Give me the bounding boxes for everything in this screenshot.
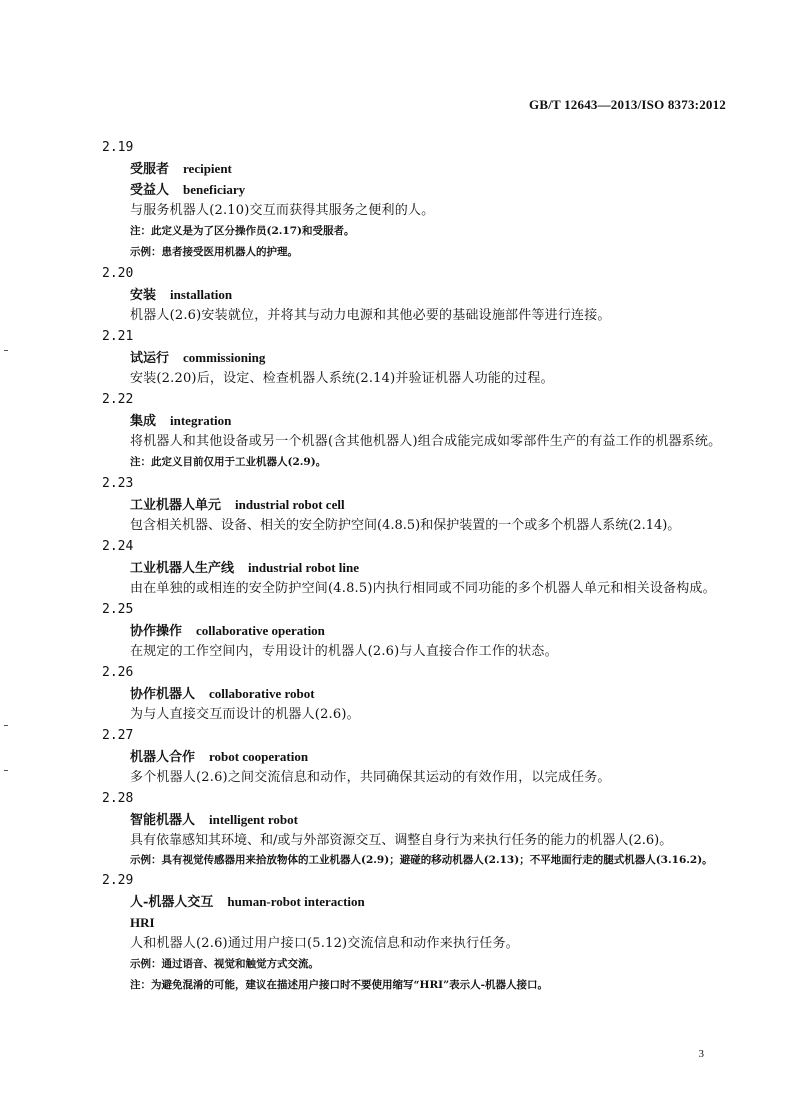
term-en: collaborative robot <box>209 686 315 701</box>
term-line <box>102 494 726 515</box>
entry <box>102 870 726 996</box>
term-en: installation <box>170 287 233 302</box>
entry <box>102 536 726 599</box>
term-en: beneficiary <box>183 182 246 197</box>
term-line <box>102 620 726 641</box>
example: 示例：患者接受医用机器人的护理。 <box>130 246 298 258</box>
page-number: 3 <box>698 1048 704 1060</box>
page-header: GB/T 12643—2013/ISO 8373:2012 <box>529 97 726 112</box>
definition: 人和机器人(2.6)通过用户接口(5.12)交流信息和动作来执行任务。 <box>130 936 519 951</box>
definition: 多个机器人(2.6)之间交流信息和动作，共同确保其运动的有效作用，以完成任务。 <box>130 770 611 785</box>
margin-mark <box>4 725 8 726</box>
entry-number: 2.22 <box>102 392 134 407</box>
definition: 为与人直接交互而设计的机器人(2.6)。 <box>130 707 360 722</box>
entry-number: 2.29 <box>102 873 134 888</box>
entry <box>102 263 726 326</box>
term-line <box>102 158 726 179</box>
term-en: integration <box>170 413 232 428</box>
entry-number: 2.20 <box>102 266 134 281</box>
entry-number: 2.23 <box>102 476 134 491</box>
term-en: industrial robot cell <box>235 497 345 512</box>
term-zh: 协作机器人 <box>130 687 196 702</box>
term-abbreviation: HRI <box>130 915 155 930</box>
example: 示例：具有视觉传感器用来拾放物体的工业机器人(2.9)；避碰的移动机器人(2.13)；不平地面行走的腿式机器人(3.16.2)。 <box>130 854 713 866</box>
entry-number: 2.26 <box>102 665 134 680</box>
entry <box>102 725 726 788</box>
term-en: human-robot interaction <box>227 894 365 909</box>
definition: 在规定的工作空间内，专用设计的机器人(2.6)与人直接合作工作的状态。 <box>130 644 558 659</box>
term-zh: 受服者 <box>130 162 170 177</box>
term-line <box>102 347 726 368</box>
term-line <box>102 683 726 704</box>
definition: 安装(2.20)后，设定、检查机器人系统(2.14)并验证机器人功能的过程。 <box>130 371 554 386</box>
definition: 将机器人和其他设备或另一个机器(含其他机器人)组合成能完成如零部件生产的有益工作的机器系统。 <box>130 434 722 449</box>
definition: 由在单独的或相连的安全防护空间(4.8.5)内执行相同或不同功能的多个机器人单元和相关设备构成。 <box>130 581 716 596</box>
definition: 与服务机器人(2.10)交互而获得其服务之便利的人。 <box>130 203 435 218</box>
term-zh: 工业机器人单元 <box>130 498 222 513</box>
margin-mark <box>4 770 8 771</box>
term-zh: 受益人 <box>130 183 170 198</box>
entry-number: 2.27 <box>102 728 134 743</box>
term-en: intelligent robot <box>209 812 298 827</box>
note: 注：为避免混淆的可能，建议在描述用户接口时不要使用缩写“HRI”表示人-机器人接口。 <box>130 979 548 991</box>
term-en: industrial robot line <box>248 560 360 575</box>
term-zh: 智能机器人 <box>130 813 196 828</box>
entry-number: 2.28 <box>102 791 134 806</box>
term-line <box>102 557 726 578</box>
definition: 具有依靠感知其环境、和/或与外部资源交互、调整自身行为来执行任务的能力的机器人(2.6)。 <box>130 833 673 848</box>
entry <box>102 137 726 263</box>
entry-number: 2.19 <box>102 140 134 155</box>
entry <box>102 662 726 725</box>
term-zh: 安装 <box>130 288 157 303</box>
term-line <box>102 179 726 200</box>
margin-mark <box>4 350 8 351</box>
term-line <box>102 809 726 830</box>
entry <box>102 473 726 536</box>
term-line <box>102 891 726 912</box>
term-line <box>102 284 726 305</box>
definition: 机器人(2.6)安装就位，并将其与动力电源和其他必要的基础设施部件等进行连接。 <box>130 308 611 323</box>
entry <box>102 389 726 473</box>
entry <box>102 788 726 870</box>
term-zh: 人-机器人交互 <box>130 895 214 910</box>
note: 注：此定义是为了区分操作员(2.17)和受服者。 <box>130 225 355 237</box>
entry <box>102 326 726 389</box>
term-zh: 集成 <box>130 414 157 429</box>
term-line <box>102 912 726 933</box>
entry-number: 2.24 <box>102 539 134 554</box>
entry <box>102 599 726 662</box>
entry-number: 2.25 <box>102 602 134 617</box>
definition: 包含相关机器、设备、相关的安全防护空间(4.8.5)和保护装置的一个或多个机器人系统(2.14)。 <box>130 518 681 533</box>
term-zh: 工业机器人生产线 <box>130 561 235 576</box>
term-en: collaborative operation <box>196 623 325 638</box>
entry-number: 2.21 <box>102 329 134 344</box>
term-line <box>102 746 726 767</box>
term-en: robot cooperation <box>209 749 309 764</box>
term-en: commissioning <box>183 350 266 365</box>
term-zh: 试运行 <box>130 351 170 366</box>
term-zh: 协作操作 <box>130 624 183 639</box>
term-line <box>102 410 726 431</box>
document-body <box>102 137 726 996</box>
example: 示例：通过语音、视觉和触觉方式交流。 <box>130 958 319 970</box>
term-zh: 机器人合作 <box>130 750 196 765</box>
term-en: recipient <box>183 161 232 176</box>
note: 注：此定义目前仅用于工业机器人(2.9)。 <box>130 456 327 468</box>
